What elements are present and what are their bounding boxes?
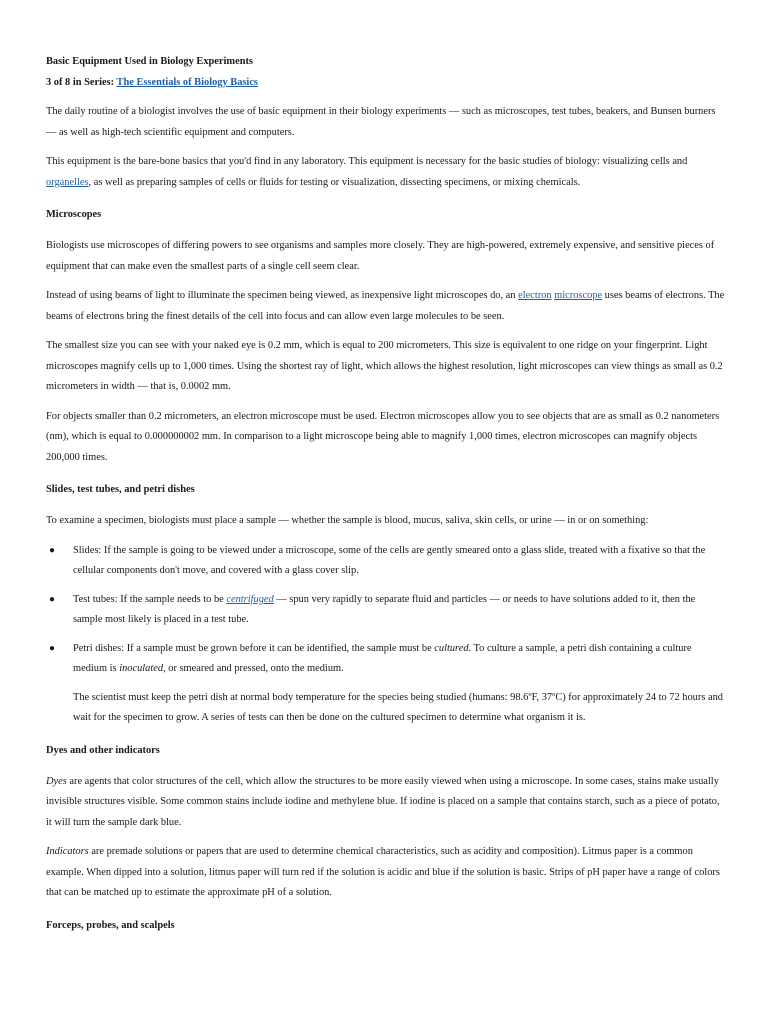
intro-paragraph-2 <box>46 152 726 193</box>
intro-p2-text: This equipment is the bare-bone basics that you'd find in any laboratory. This equipment is necessary for the basic studies of biology: visualizing cells and <box>46 156 688 167</box>
dyes-paragraph <box>46 772 726 834</box>
bullet-icon: ● <box>49 544 56 556</box>
list-item-text-end: or smeared and pressed, onto the medium. <box>165 663 344 674</box>
dyes-text: are agents that color structures of the cell, which allow the structures to be more easily viewed when using a microscope. In some cases, stains make usually invisible structures visible. Some common stains include iodine and methylene blue. If iodine is placed on a sample that contains starch, such as a piece of potato, it will turn the sample dark blue. <box>46 775 720 828</box>
slides-heading: Slides, test tubes, and petri dishes <box>46 484 195 495</box>
intro-p2-text-end: , as well as preparing samples of cells or fluids for testing or visualization, dissecting specimens, or mixing chemicals. <box>88 176 581 188</box>
series-link[interactable]: The Essentials of Biology Basics <box>116 76 258 88</box>
document-title: Basic Equipment Used in Biology Experiments <box>46 56 253 67</box>
microscopes-heading: Microscopes <box>46 209 102 220</box>
series-prefix: 3 of 8 in Series: <box>46 76 117 88</box>
list-item-label: Slides: <box>73 544 102 556</box>
list-item-test-tubes <box>46 590 726 631</box>
microscopes-paragraph-3: The smallest size you can see with your naked eye is 0.2 mm, which is equal to 200 micrometers. This size is equivalent to one ridge on your fingerprint. Light microscopes magnify cells up to 1,000 times. Using the shortest ray of light, which allows the highest resolution, light microscopes can view things as small as 0.2 micrometers in width — that is, 0.0002 mm. <box>46 340 723 392</box>
microscopes-p2-text: Instead of using beams of light to illuminate the specimen being viewed, as inexpensive light microscopes do, an <box>46 290 519 301</box>
intro-paragraph-1: The daily routine of a biologist involves the use of basic equipment in their biology experiments — such as microscopes, test tubes, beakers, and Bunsen burners — as well as high-tech scientific equipment and computers. <box>46 106 716 138</box>
list-item-text: If the sample needs to be <box>117 593 227 605</box>
series-line <box>46 73 726 94</box>
centrifuged-link[interactable] <box>226 594 273 605</box>
bullet-icon: ● <box>49 593 56 605</box>
list-item-slides <box>46 541 726 582</box>
list-item-text: If the sample is going to be viewed under a microscope, some of the cells are gently smeared onto a glass slide, treated with a fixative so that the cellular components don't move, and covered with a glass cover slip. <box>73 544 706 576</box>
dyes-term: Dyes <box>46 775 67 787</box>
slides-list <box>46 541 726 680</box>
indicators-text: are premade solutions or papers that are used to determine chemical characteristics, such as acidity and composition). Litmus paper is a common example. When dipped into a solution, litmus paper will turn red if the solution is acidic and blue if the solution is basic. Strips of pH paper have a range of colors that can be matched up to estimate the approximate pH of a solution. <box>46 846 720 898</box>
slides-intro: To examine a specimen, biologists must place a sample — whether the sample is blood, mucus, saliva, skin cells, or urine — in or on something: <box>46 515 649 526</box>
inoculated-term: inoculated, <box>119 663 166 674</box>
indicators-paragraph <box>46 842 726 904</box>
dyes-heading: Dyes and other indicators <box>46 744 160 756</box>
organelles-link[interactable]: organelles <box>46 176 89 188</box>
forceps-heading: Forceps, probes, and scalpels <box>46 919 175 931</box>
document-content <box>46 52 726 947</box>
microscopes-paragraph-4: For objects smaller than 0.2 micrometers, an electron microscope must be used. Electron microscopes allow you to see objects that are as small as 0.2 nanometers (nm), which is equal to 0.000000002 mm. In comparison to a light microscope being able to magnify 1,000 times, electron microscopes can magnify objects 200,000 times. <box>46 410 720 463</box>
bullet-icon: ● <box>49 642 56 654</box>
list-item-label: Test tubes: <box>73 593 118 605</box>
list-item-text: If a sample must be grown before it can be identified, the sample must be <box>124 642 435 654</box>
list-item-label: Petri dishes: <box>73 642 125 654</box>
microscopes-p2-text-end: uses beams of electrons. The beams of electrons bring the finest details of the cell into focus and can allow even large molecules to be seen. <box>46 290 725 322</box>
microscopes-paragraph-2 <box>46 286 726 327</box>
list-item-text-end: — spun very rapidly to separate fluid and particles — or needs to have solutions added to it, then the sample most likely is placed in a test tube. <box>73 593 696 625</box>
microscope-link[interactable]: microscope <box>554 290 603 301</box>
indicators-term: Indicators <box>46 846 89 857</box>
microscopes-paragraph-1: Biologists use microscopes of differing powers to see organisms and samples more closely. They are high-powered, extremely expensive, and sensitive pieces of equipment that can make even the smallest parts of a single cell seem clear. <box>46 240 715 272</box>
petri-dish-note: The scientist must keep the petri dish at normal body temperature for the species being studied (humans: 98.6ºF, 37ºC) for approximately 24 to 72 hours and wait for the specimen to grow. A series of tests can then be done on the cultured specimen to determine what organism it is. <box>73 691 723 723</box>
cultured-term: cultured <box>434 642 469 654</box>
list-item-text-mid: . To culture a sample, a petri dish containing a culture medium is <box>73 642 692 674</box>
list-item-petri-dishes <box>46 639 726 680</box>
centrifuged-link-text: centrifuged <box>226 593 274 605</box>
electron-link[interactable]: electron <box>518 290 552 301</box>
